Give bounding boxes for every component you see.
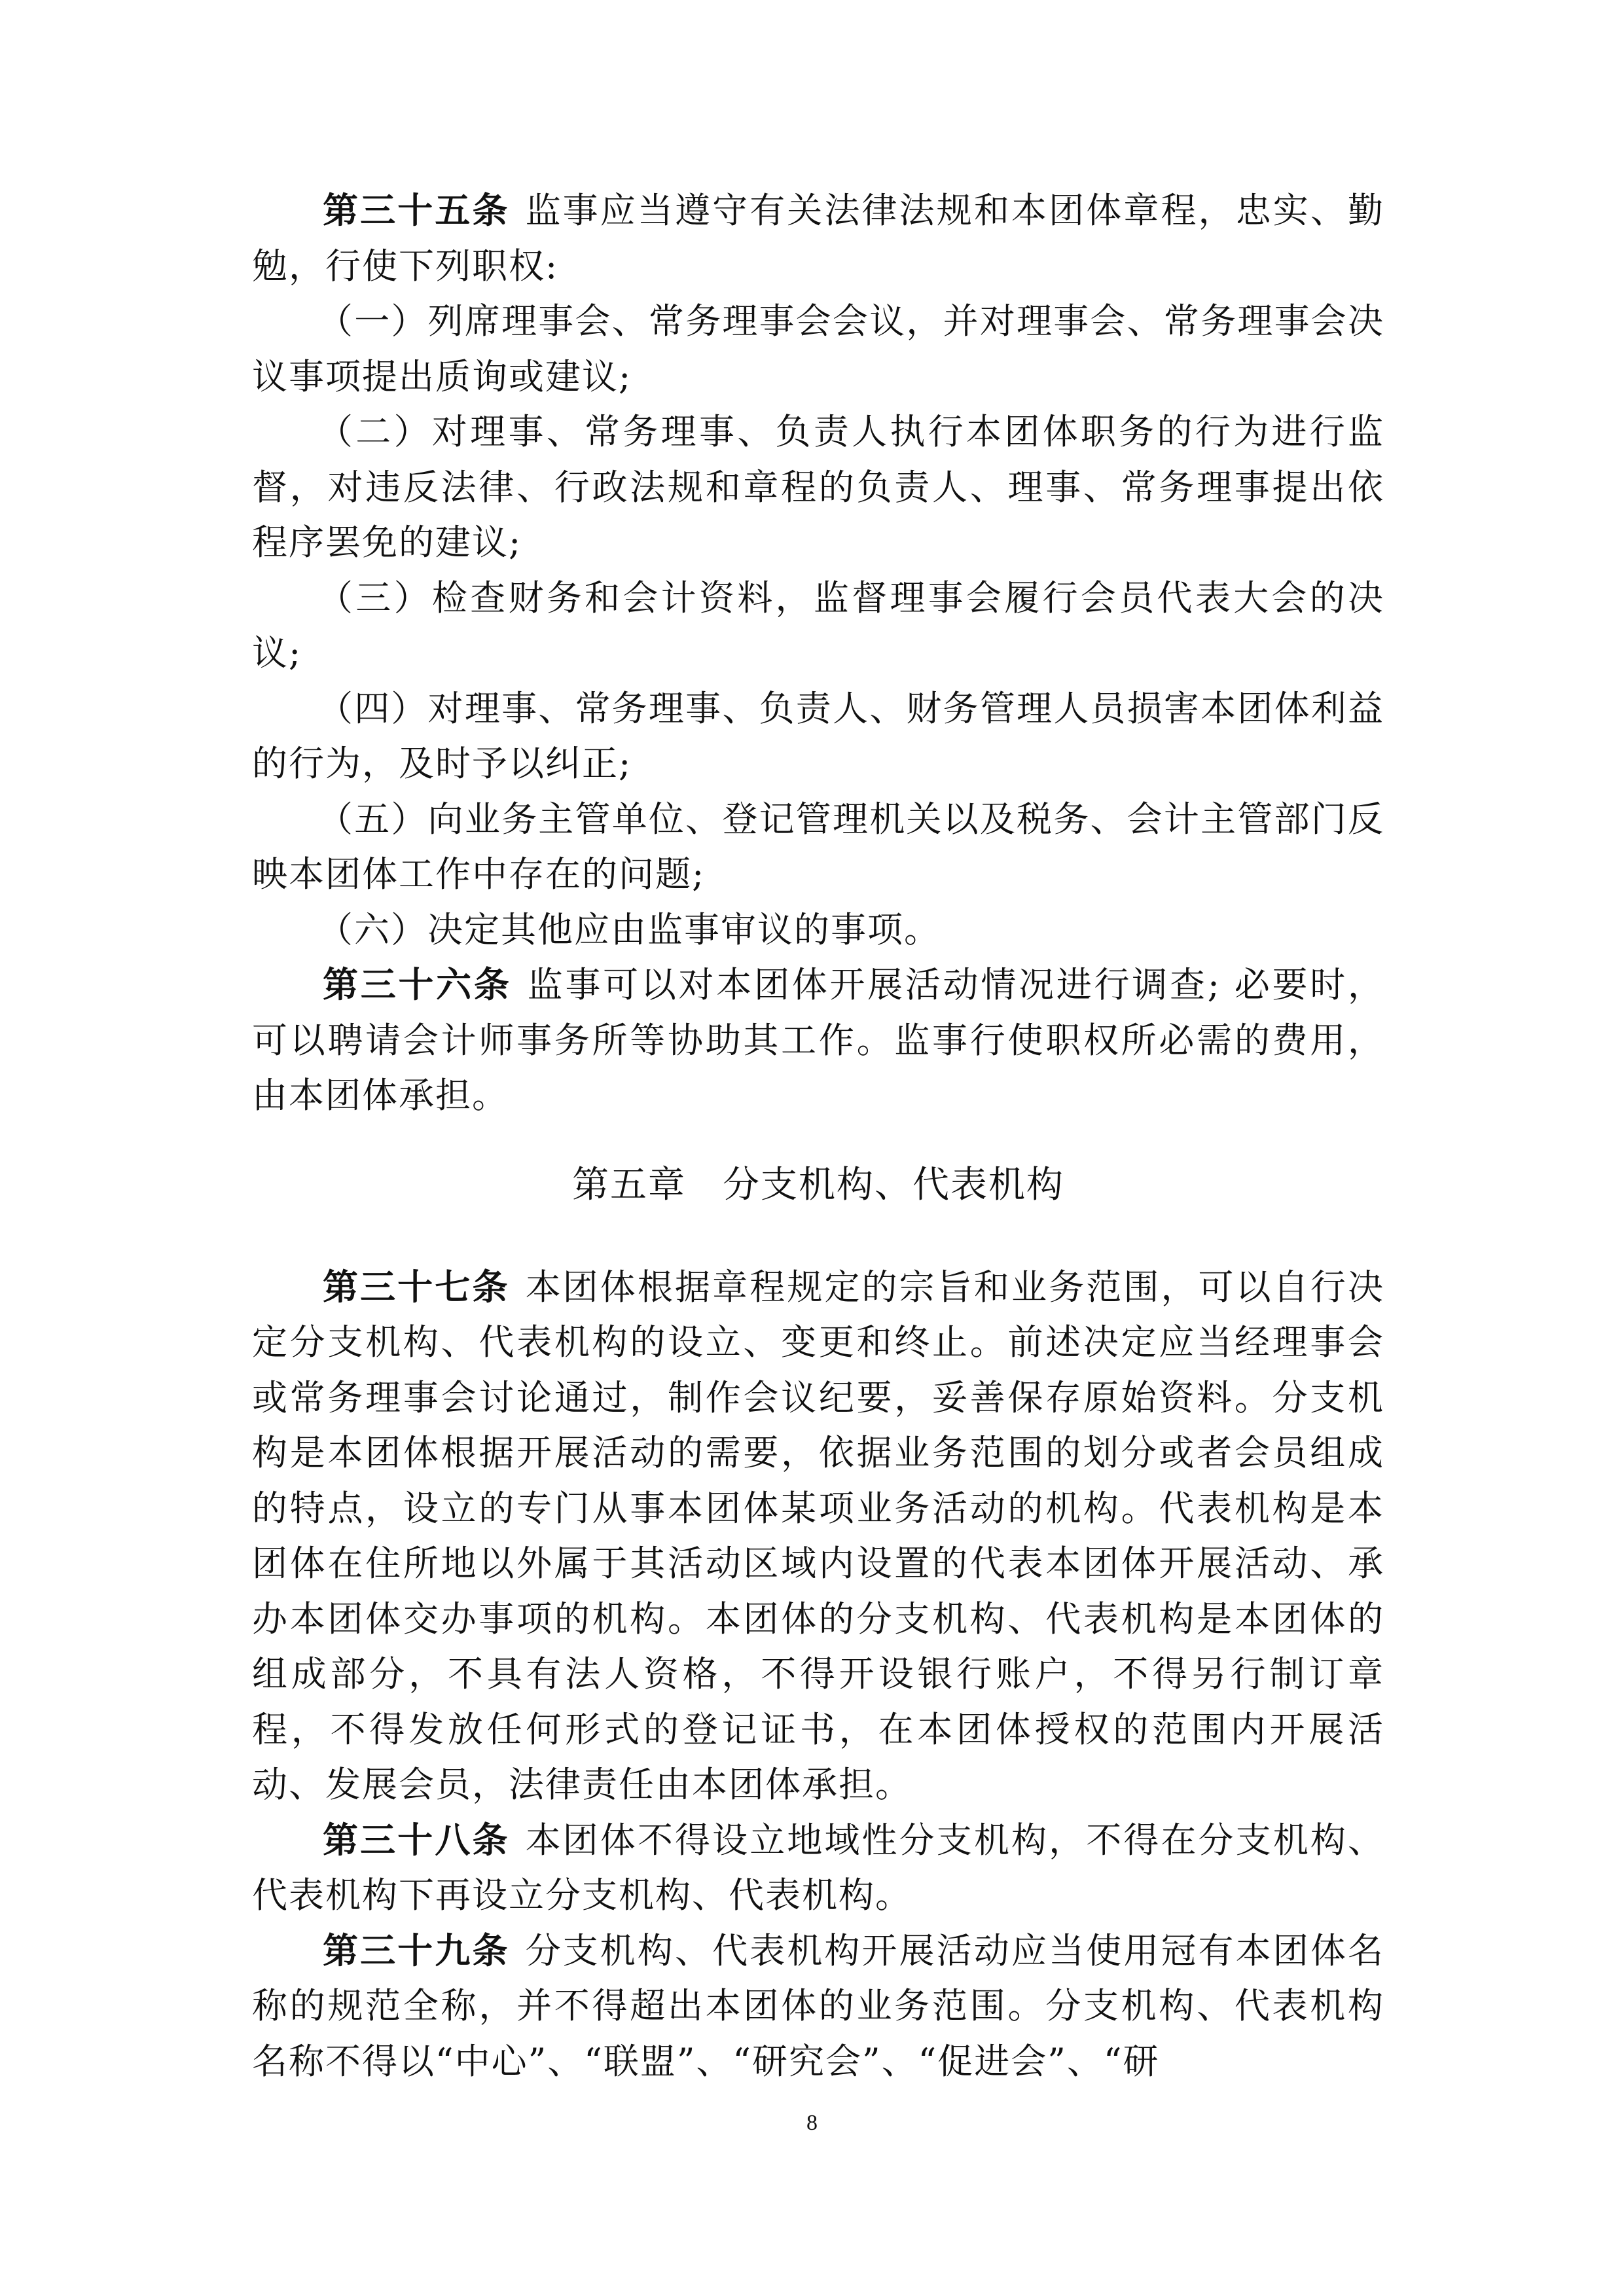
article-36: [252, 958, 1384, 1124]
document-page: [252, 183, 1384, 2089]
article-39-heading: 第三十九条: [323, 1929, 510, 1971]
article-35-item-6: （六）决定其他应由监事审议的事项。: [317, 908, 941, 950]
article-35-heading: 第三十五条: [323, 190, 510, 231]
chapter-5-name: 分支机构、代表机构: [723, 1163, 1064, 1206]
article-38-heading: 第三十八条: [323, 1819, 510, 1861]
article-38-text: 本团体不得设立地域性分支机构，不得在分支机构、代表机构下再设立分支机构、代表机构。: [252, 1819, 1385, 1916]
chapter-5-number: 第五章: [572, 1163, 686, 1206]
article-39: [252, 1924, 1384, 2090]
article-35-item-5: （五）向业务主管单位、登记管理机关以及税务、会计主管部门反映本团体工作中存在的问题;: [252, 798, 1384, 895]
chapter-5-title: [252, 1158, 1384, 1213]
article-37: [252, 1260, 1384, 1813]
article-35-item-4: （四）对理事、常务理事、负责人、财务管理人员损害本团体利益的行为，及时予以纠正;: [252, 687, 1384, 784]
article-35-text: 监事应当遵守有关法律法规和本团体章程，忠实、勤勉，行使下列职权:: [252, 190, 1385, 287]
article-37-heading: 第三十七条: [323, 1266, 510, 1308]
article-37-text: 本团体根据章程规定的宗旨和业务范围，可以自行决定分支机构、代表机构的设立、变更和终止。前述决定应当经理事会或常务理事会讨论通过，制作会议纪要，妥善保存原始资料。分支机构是本团体根据开展活动的需要，依据业务范围的划分或者会员组成的特点，设立的专门从事本团体某项业务活动的机构。代表机构是本团体在住所地以外属于其活动区域内设置的代表本团体开展活动、承办本团体交办事项的机构。本团体的分支机构、代表机构是本团体的组成部分，不具有法人资格，不得开设银行账户，不得另行制订章程，不得发放任何形式的登记证书，在本团体授权的范围内开展活动、发展会员，法律责任由本团体承担。: [252, 1266, 1385, 1805]
article-38: [252, 1813, 1384, 1924]
article-35-item-1: （一）列席理事会、常务理事会会议，并对理事会、常务理事会决议事项提出质询或建议;: [252, 300, 1384, 397]
article-35: [252, 183, 1384, 294]
article-35-item-2: （二）对理事、常务理事、负责人执行本团体职务的行为进行监督，对违反法律、行政法规和章程的负责人、理事、常务理事提出依程序罢免的建议;: [252, 411, 1384, 563]
article-36-heading: 第三十六条: [323, 964, 512, 1005]
page-number: 8: [806, 2111, 818, 2135]
article-36-text: 监事可以对本团体开展活动情况进行调查; 必要时，可以聘请会计师事务所等协助其工作。监事行使职权所必需的费用，由本团体承担。: [252, 964, 1385, 1116]
article-35-item-3: （三）检查财务和会计资料，监督理事会履行会员代表大会的决议;: [252, 577, 1384, 673]
article-39-text: 分支机构、代表机构开展活动应当使用冠有本团体名称的规范全称，并不得超出本团体的业务范围。分支机构、代表机构名称不得以“中心”、“联盟”、“研究会”、“促进会”、“研: [252, 1929, 1385, 2082]
